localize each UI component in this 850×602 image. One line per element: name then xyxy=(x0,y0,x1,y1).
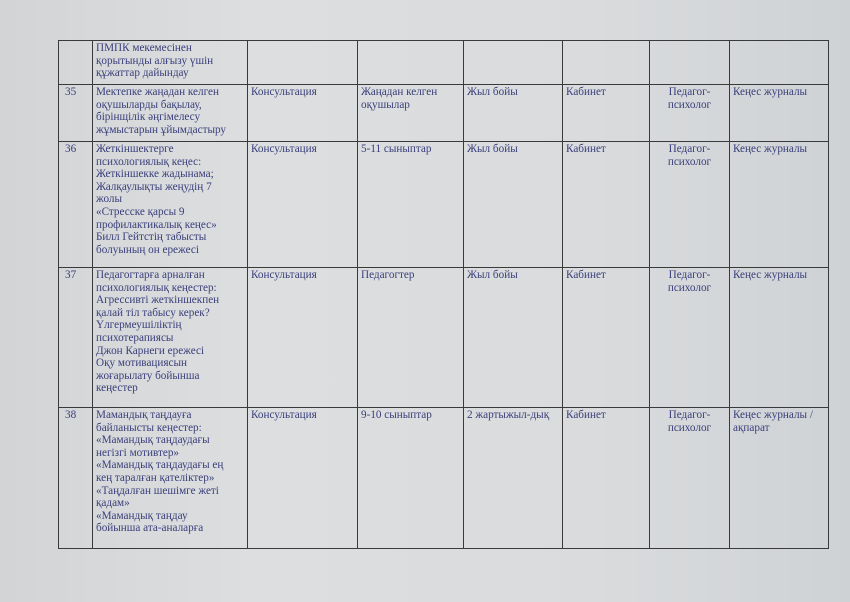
event-line: жоғарылату бойынша xyxy=(96,369,200,382)
event-line: болуының он ережесі xyxy=(96,243,199,256)
time-cell: Жыл бойы xyxy=(464,142,563,268)
event-line: бірінщілік әңгімелесу xyxy=(96,111,201,124)
event-line: қадам» xyxy=(96,497,130,510)
table-row xyxy=(59,41,829,85)
event-line: қорытынды алғызу үшін xyxy=(96,54,214,67)
time-cell: Жыл бойы xyxy=(464,268,563,408)
table-row xyxy=(59,268,829,408)
form-cell xyxy=(248,41,358,85)
place-cell: Кабинет xyxy=(563,85,650,142)
participants-cell: Жаңадан келген оқушылар xyxy=(358,85,464,142)
participants-cell: 9-10 сыныптар xyxy=(358,408,464,549)
event-line: Үлгермеушіліктің xyxy=(96,319,182,332)
event-line: оқушыларды бақылау, xyxy=(96,98,202,111)
form-cell: Консультация xyxy=(248,268,358,408)
report-cell: Кеңес журналы xyxy=(730,268,829,408)
place-cell: Кабинет xyxy=(563,268,650,408)
time-cell: Жыл бойы xyxy=(464,85,563,142)
row-number xyxy=(59,41,93,85)
participants-cell: Педагогтер xyxy=(358,268,464,408)
time-cell xyxy=(464,41,563,85)
table-row xyxy=(59,85,829,142)
report-cell: Кеңес журналы /ақпарат xyxy=(730,408,829,549)
event-line: Жалқаулықты жеңудің 7 xyxy=(96,180,212,193)
time-cell: 2 жартыжыл-дық xyxy=(464,408,563,549)
event-line: «Мамандық таңдаудағы ең xyxy=(96,459,224,472)
responsible-cell xyxy=(650,41,730,85)
event-cell xyxy=(93,408,248,549)
place-cell: Кабинет xyxy=(563,408,650,549)
event-line: бойынша ата-аналарға xyxy=(96,522,204,535)
event-line: байланысты кеңестер: xyxy=(96,421,202,434)
event-line: Мектепке жаңадан келген xyxy=(96,86,220,98)
row-number: 35 xyxy=(59,85,93,142)
event-line: «Стресске қарсы 9 xyxy=(96,205,185,218)
event-line: психологиялық кеңес: xyxy=(96,155,202,168)
report-cell: Кеңес журналы xyxy=(730,142,829,268)
event-line: «Таңдалған шешімге жеті xyxy=(96,484,219,497)
event-line: Агрессивті жеткіншекпен xyxy=(96,294,220,307)
row-number: 38 xyxy=(59,408,93,549)
event-cell xyxy=(93,85,248,142)
event-line: жолы xyxy=(96,193,122,206)
report-cell: Кеңес журналы xyxy=(730,85,829,142)
table-row xyxy=(59,408,829,549)
event-line: Оқу мотивациясын xyxy=(96,357,187,370)
event-line: жұмыстарын ұйымдастыру xyxy=(96,123,227,136)
event-line: психологиялық кеңестер: xyxy=(96,281,217,294)
responsible-cell: Педагог-психолог xyxy=(650,142,730,268)
event-line: психотерапиясы xyxy=(96,331,174,344)
event-line: Билл Гейтстің табысты xyxy=(96,231,207,244)
event-line: «Мамандық таңдаудағы xyxy=(96,434,210,447)
place-cell xyxy=(563,41,650,85)
responsible-cell: Педагог-психолог xyxy=(650,268,730,408)
event-line: «Мамандық таңдау xyxy=(96,509,188,522)
participants-cell: 5-11 сыныптар xyxy=(358,142,464,268)
event-line: профилактикалық кеңес» xyxy=(96,218,217,231)
participants-cell xyxy=(358,41,464,85)
plan-table xyxy=(58,40,829,549)
event-line: Жеткіншекке жадынама; xyxy=(96,168,214,181)
event-line: Джон Карнеги ережесі xyxy=(96,344,205,357)
event-line: қалай тіл табысу керек? xyxy=(96,306,210,319)
form-cell: Консультация xyxy=(248,408,358,549)
event-line: негізгі мотивтер» xyxy=(96,446,180,459)
place-cell: Кабинет xyxy=(563,142,650,268)
event-cell xyxy=(93,142,248,268)
event-line: Мамандық таңдауға xyxy=(96,409,192,421)
form-cell: Консультация xyxy=(248,85,358,142)
event-line: Жеткіншектерге xyxy=(96,143,174,155)
table-row xyxy=(59,142,829,268)
event-cell xyxy=(93,41,248,85)
event-line: Педагогтарға арналған xyxy=(96,269,205,281)
event-cell xyxy=(93,268,248,408)
event-line: құжаттар дайындау xyxy=(96,67,189,80)
event-line: кеңестер xyxy=(96,382,138,395)
event-line: кең таралған қателіктер» xyxy=(96,471,215,484)
responsible-cell: Педагог-психолог xyxy=(650,408,730,549)
row-number: 36 xyxy=(59,142,93,268)
row-number: 37 xyxy=(59,268,93,408)
form-cell: Консультация xyxy=(248,142,358,268)
event-line: ПМПК мекемесінен xyxy=(96,42,192,54)
report-cell xyxy=(730,41,829,85)
responsible-cell: Педагог-психолог xyxy=(650,85,730,142)
